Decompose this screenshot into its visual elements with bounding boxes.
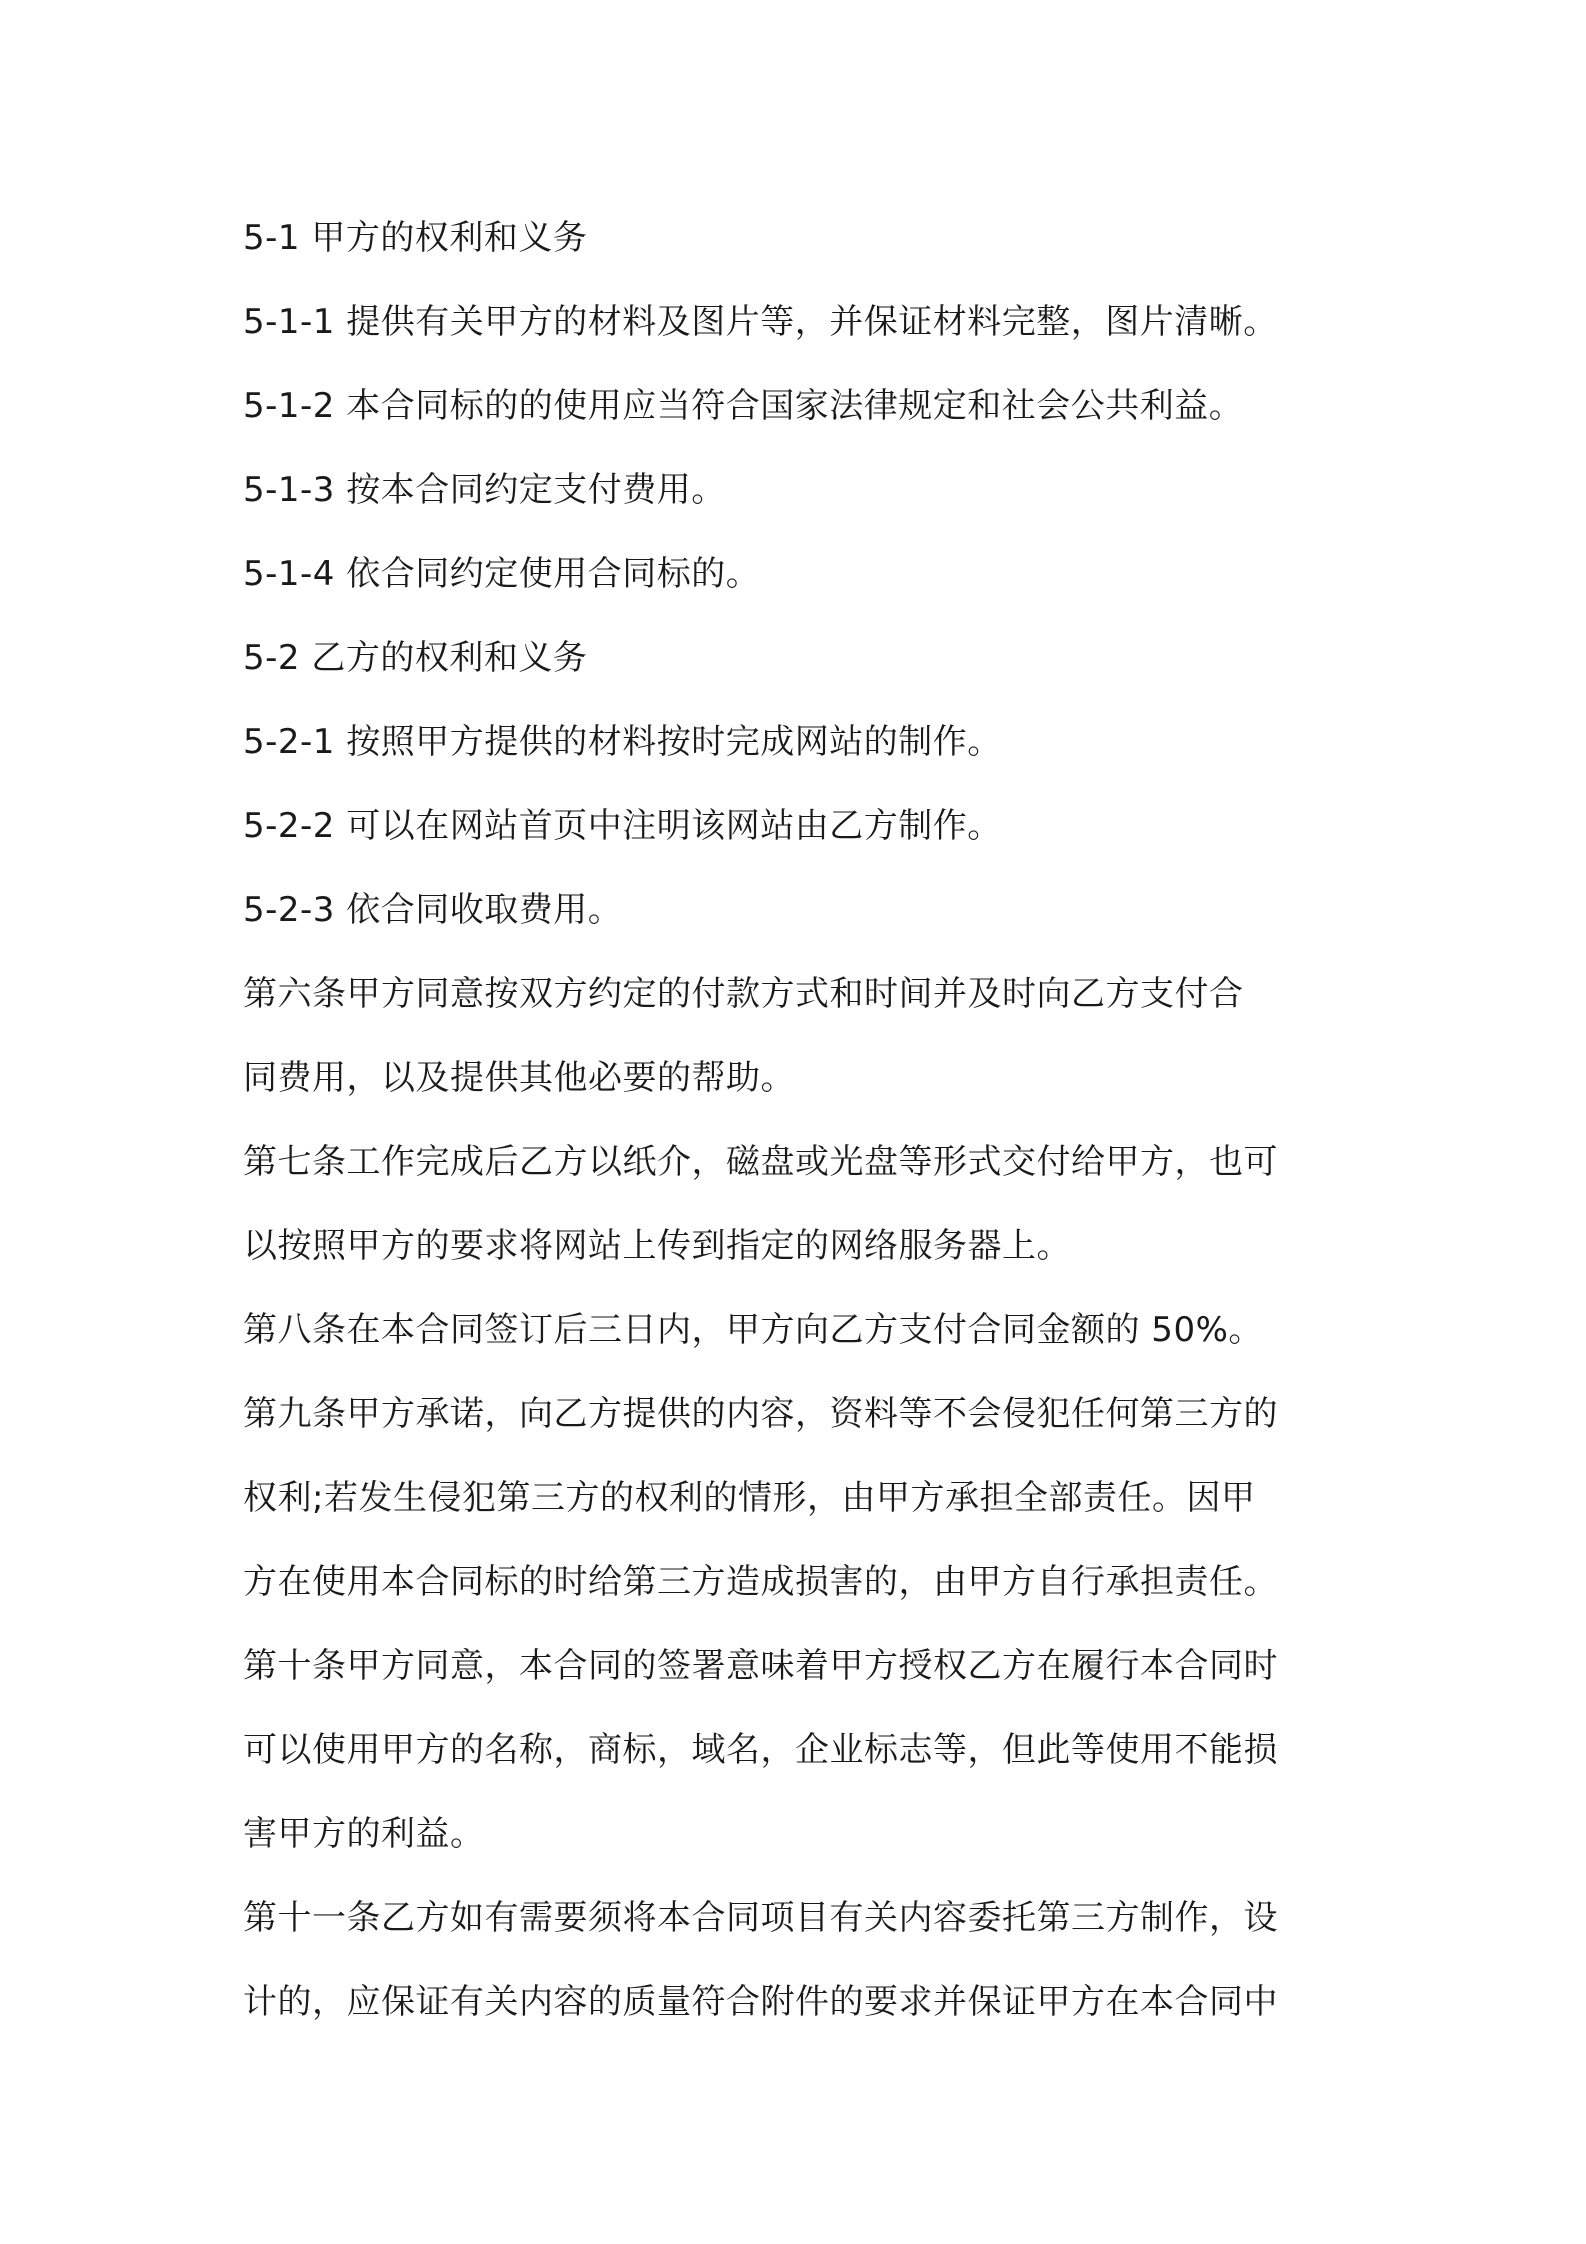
- article-6-line-1: 第六条甲方同意按双方约定的付款方式和时间并及时向乙方支付合: [243, 974, 1244, 1014]
- clause-5-1-3: 5-1-3 按本合同约定支付费用。: [243, 470, 726, 510]
- clause-5-1-1: 5-1-1 提供有关甲方的材料及图片等，并保证材料完整，图片清晰。: [243, 302, 1278, 342]
- article-11-line-1: 第十一条乙方如有需要须将本合同项目有关内容委托第三方制作，设: [243, 1898, 1278, 1938]
- clause-5-2-3: 5-2-3 依合同收取费用。: [243, 890, 623, 930]
- section-heading-5-1: 5-1 甲方的权利和义务: [243, 218, 588, 258]
- article-10-line-2: 可以使用甲方的名称，商标，域名，企业标志等，但此等使用不能损: [243, 1730, 1278, 1770]
- clause-5-2-1: 5-2-1 按照甲方提供的材料按时完成网站的制作。: [243, 722, 1002, 762]
- article-9-line-1: 第九条甲方承诺，向乙方提供的内容，资料等不会侵犯任何第三方的: [243, 1394, 1278, 1434]
- contract-body: [243, 196, 1363, 2044]
- article-10-line-1: 第十条甲方同意，本合同的签署意味着甲方授权乙方在履行本合同时: [243, 1646, 1278, 1686]
- clause-5-1-4: 5-1-4 依合同约定使用合同标的。: [243, 554, 761, 594]
- article-11-line-2: 计的，应保证有关内容的质量符合附件的要求并保证甲方在本合同中: [243, 1982, 1278, 2022]
- article-10-line-3: 害甲方的利益。: [243, 1814, 485, 1854]
- article-7-line-2: 以按照甲方的要求将网站上传到指定的网络服务器上。: [243, 1226, 1071, 1266]
- clause-5-1-2: 5-1-2 本合同标的的使用应当符合国家法律规定和社会公共利益。: [243, 386, 1244, 426]
- article-9-line-2: 权利;若发生侵犯第三方的权利的情形，由甲方承担全部责任。因甲: [243, 1478, 1256, 1518]
- article-6-line-2: 同费用，以及提供其他必要的帮助。: [243, 1058, 795, 1098]
- article-8-line-1: 第八条在本合同签订后三日内，甲方向乙方支付合同金额的 50%。: [243, 1310, 1263, 1350]
- article-9-line-3: 方在使用本合同标的时给第三方造成损害的，由甲方自行承担责任。: [243, 1562, 1278, 1602]
- clause-5-2-2: 5-2-2 可以在网站首页中注明该网站由乙方制作。: [243, 806, 1002, 846]
- article-7-line-1: 第七条工作完成后乙方以纸介，磁盘或光盘等形式交付给甲方，也可: [243, 1142, 1278, 1182]
- section-heading-5-2: 5-2 乙方的权利和义务: [243, 638, 588, 678]
